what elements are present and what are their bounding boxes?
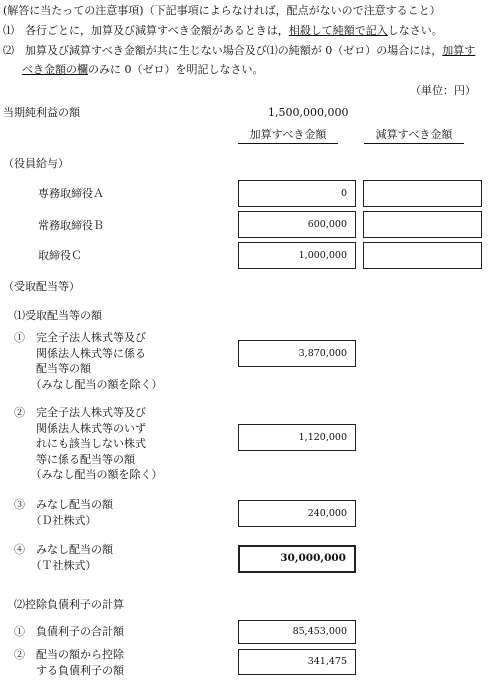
officer-sub-b[interactable] <box>363 211 482 238</box>
note-2-suffix: のみに 0（ゼロ）を明記しなさい。 <box>88 63 264 76</box>
dividend-item-4-add[interactable]: 30,000,000 <box>238 545 356 573</box>
dividend-item-3-add[interactable]: 240,000 <box>238 500 356 527</box>
dividends-section-title: （受取配当等） <box>3 280 80 293</box>
note-1 <box>3 23 443 39</box>
officer-add-a[interactable]: 0 <box>238 180 356 207</box>
dividend-item-2-line: （みなし配当の額を除く） <box>14 468 163 481</box>
dividend-item-2-line: ② 完全子法人株式等及び <box>14 406 146 419</box>
note-2-line2 <box>22 62 264 78</box>
dividend-item-2-label <box>14 405 163 483</box>
officer-label-c: 取締役Ｃ <box>38 249 82 262</box>
dividends-subsection-2: ⑵控除負債利子の計算 <box>14 598 124 611</box>
dividend-item-1-label <box>14 330 163 392</box>
dividends-subsection-1: ⑴受取配当等の額 <box>14 309 102 322</box>
interest-item-1-line: ① 負債利子の合計額 <box>14 625 124 638</box>
officer-sub-a[interactable] <box>363 180 482 207</box>
officer-label-a: 専務取締役Ａ <box>38 187 104 200</box>
note-1-underlined: 相殺して純額で記入 <box>288 24 388 37</box>
officer-label-b: 常務取締役Ｂ <box>38 219 104 232</box>
interest-item-2-label <box>14 647 124 678</box>
dividend-item-2-line: れにも該当しない株式 <box>14 437 146 450</box>
dividend-item-2-line: 関係法人株式等のいず <box>14 421 146 435</box>
dividend-item-1-line: ① 完全子法人株式等及び <box>14 331 146 344</box>
dividend-item-3-label <box>14 497 113 528</box>
officer-sub-c[interactable] <box>363 242 482 269</box>
interest-item-2-line: する負債利子の額 <box>14 663 124 677</box>
net-income-label: 当期純利益の額 <box>3 106 80 119</box>
interest-item-2-line: ② 配当の額から控除 <box>14 648 124 661</box>
column-header-add: 加算すべき金額 <box>238 127 338 144</box>
note-1-suffix: しなさい。 <box>387 24 443 37</box>
notes-header: (解答に当たっての注意事項)（下記事項によらなければ，配点がないので注意すること） <box>3 4 441 17</box>
note-2-prefix: ⑵ 加算及び減算すべき金額が共に生じない場合及び⑴の純額が 0（ゼロ）の場合には， <box>3 44 443 57</box>
unit-label: （単位：円） <box>410 84 476 97</box>
dividend-item-3-line: ③ みなし配当の額 <box>14 498 113 511</box>
interest-item-1-label <box>14 624 124 640</box>
officers-section-title: （役員給与） <box>3 157 69 170</box>
note-2-underlined-a: 加算す <box>442 44 476 57</box>
officer-add-c[interactable]: 1,000,000 <box>238 242 356 269</box>
net-income-value: 1,500,000,000 <box>268 106 349 119</box>
dividend-item-3-line: （Ｄ社株式） <box>14 513 97 527</box>
dividend-item-1-add[interactable]: 3,870,000 <box>238 340 356 367</box>
note-2-line1 <box>3 43 475 59</box>
note-2-underlined-b: べき金額の欄 <box>22 63 88 76</box>
dividend-item-2-add[interactable]: 1,120,000 <box>238 424 356 451</box>
column-header-sub: 減算すべき金額 <box>364 127 464 144</box>
interest-item-1-add[interactable]: 85,453,000 <box>238 620 356 644</box>
dividend-item-1-line: （みなし配当の額を除く） <box>14 377 163 391</box>
dividend-item-2-line: 等に係る配当等の額 <box>14 452 135 466</box>
dividend-item-1-line: 配当等の額 <box>14 362 91 375</box>
dividend-item-4-line: ④ みなし配当の額 <box>14 543 113 556</box>
note-1-prefix: ⑴ 各行ごとに，加算及び減算すべき金額があるときは， <box>3 24 289 37</box>
dividend-item-1-line: 関係法人株式等に係る <box>14 346 146 360</box>
interest-item-2-add[interactable]: 341,475 <box>238 649 356 675</box>
officer-add-b[interactable]: 600,000 <box>238 211 356 238</box>
dividend-item-4-line: （Ｔ社株式） <box>14 558 97 572</box>
dividend-item-4-label <box>14 542 113 573</box>
